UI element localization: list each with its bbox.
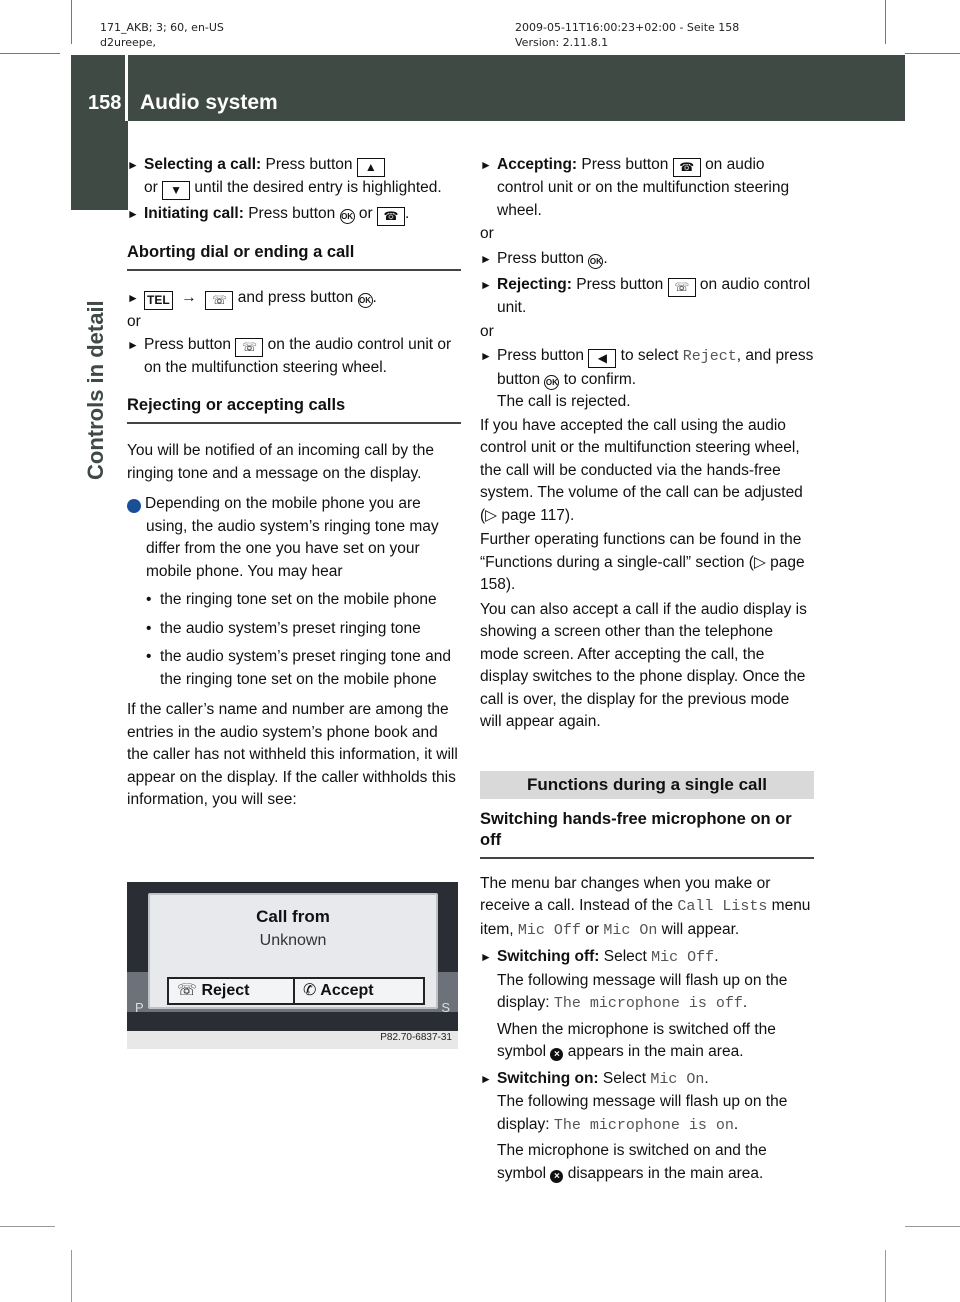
step-press-ok: ► Press button OK. bbox=[480, 248, 814, 271]
menu-paragraph: The menu bar changes when you make or receive a call. Instead of the Call Lists menu item, Mic Off or Mic On will appear. bbox=[480, 874, 811, 939]
step-abort-button: ► Press button ☏ on the audio control unit or on the multifunction steering wheel. bbox=[127, 335, 452, 376]
aborting-heading: Aborting dial or ending a call bbox=[127, 243, 355, 261]
end-call-key-icon: ☏ bbox=[235, 338, 263, 357]
heading-rule bbox=[127, 422, 461, 424]
off-symbol-text: When the microphone is switched off the symbol × appears in the main area. bbox=[497, 1020, 776, 1060]
also-paragraph: You can also accept a call if the audio display is showing a screen other than the telephone mode screen. After accepting the call, the display switches to the phone display. Once the call is over, the display for the previous mode will appear again. bbox=[480, 600, 807, 730]
caller-paragraph: If the caller’s name and number are among the entries in the audio system’s phone book and the caller has not withheld this information, it will appear on the display. If the caller withholds this information, you will see: bbox=[127, 701, 458, 808]
end-call-key-icon: ☏ bbox=[205, 291, 233, 310]
accepted-paragraph: If you have accepted the call using the audio control unit or the multifunction steering wheel, the call will be conducted via the hands-free system. The volume of the call can be adjusted (▷ page 117). bbox=[480, 416, 803, 524]
dialog-subtitle: Unknown bbox=[259, 932, 327, 949]
step-arrow-icon: ► bbox=[127, 337, 139, 352]
page-title: Audio system bbox=[140, 91, 278, 114]
tel-key-icon: TEL bbox=[144, 291, 173, 310]
on-symbol-text: The microphone is switched on and the symbol × disappears in the main area. bbox=[497, 1142, 767, 1182]
step-arrow-icon: ► bbox=[480, 158, 492, 172]
step-accepting: ► Accepting: Press button ☎ on audio control unit or on the multifunction steering wheel. bbox=[480, 156, 790, 219]
end-call-icon: ☏ bbox=[177, 982, 198, 999]
switching-heading: Switching hands-free microphone on or off bbox=[480, 809, 792, 849]
left-key-icon: ◀ bbox=[588, 349, 616, 368]
meta-left-line1: 171_AKB; 3; 60, en-US bbox=[100, 21, 224, 34]
bullet-item: • the audio system’s preset ringing tone and the ringing tone set on the mobile phone bbox=[146, 648, 451, 688]
or-text: or bbox=[480, 225, 494, 242]
mic-off-symbol-icon: × bbox=[550, 1048, 563, 1061]
crop-mark bbox=[71, 0, 72, 44]
info-icon: i bbox=[127, 499, 141, 513]
info-paragraph: i Depending on the mobile phone you are using, the audio system’s ringing tone may differ from the one you have set on your mobile phone. You may hear bbox=[122, 495, 439, 580]
section-switching bbox=[480, 809, 814, 859]
mic-off-symbol-icon: × bbox=[550, 1170, 563, 1183]
up-key-icon: ▲ bbox=[357, 158, 385, 177]
meta-left-line2: d2ureepe, bbox=[100, 36, 157, 49]
call-key-icon: ☎ bbox=[673, 158, 701, 177]
step-initiating: ► Initiating call: Press button OK or ☎ . bbox=[127, 203, 461, 226]
incoming-call-dialog bbox=[148, 893, 438, 1009]
or-text: or bbox=[480, 322, 494, 340]
crop-mark bbox=[0, 53, 60, 54]
step-arrow-icon: ► bbox=[480, 349, 492, 363]
dialog-button-bar bbox=[167, 977, 425, 1005]
step-selecting: ► Selecting a call: Press button ▲ or ▼ until the desired entry is highlighted. bbox=[127, 154, 461, 200]
step-arrow-icon: ► bbox=[480, 1071, 492, 1086]
crop-mark bbox=[905, 53, 960, 54]
down-key-icon: ▼ bbox=[162, 181, 190, 200]
side-tab bbox=[71, 121, 128, 210]
display-screenshot bbox=[127, 882, 458, 1049]
step-abort-tel: ► TEL → ☏ and press button OK. bbox=[127, 287, 461, 310]
call-key-icon: ☎ bbox=[377, 207, 405, 226]
crop-mark bbox=[885, 1250, 886, 1302]
bullet-item: • the audio system’s preset ringing tone bbox=[146, 619, 421, 637]
step-switch-off: ► Switching off: Select Mic Off. The following message will flash up on the display: The microphone is off. bbox=[480, 948, 788, 1012]
step-select-reject: ► Press button ◀ to select Reject, and press button OK to confirm. The call is rejected. bbox=[480, 347, 814, 410]
ok-button-icon: OK bbox=[588, 254, 603, 269]
accept-button[interactable]: ✆ Accept bbox=[303, 982, 374, 999]
side-label: Controls in detail bbox=[83, 300, 108, 480]
screenshot-left-char: P bbox=[135, 1000, 144, 1015]
step-rejecting: ► Rejecting: Press button ☏ on audio control unit. bbox=[480, 276, 811, 316]
step-arrow-icon: ► bbox=[127, 291, 139, 305]
step-arrow-icon: ► bbox=[480, 950, 492, 964]
ok-button-icon: OK bbox=[340, 209, 355, 224]
ok-button-icon: OK bbox=[358, 293, 373, 308]
end-call-key-icon: ☏ bbox=[668, 278, 696, 297]
heading-rule bbox=[480, 857, 814, 859]
crop-mark bbox=[905, 1226, 960, 1227]
step-arrow-icon: ► bbox=[127, 207, 139, 221]
reject-button[interactable]: ☏ Reject bbox=[177, 982, 250, 999]
ok-button-icon: OK bbox=[544, 375, 559, 390]
functions-heading: Functions during a single call bbox=[480, 771, 814, 799]
meta-right bbox=[515, 20, 739, 50]
step-switch-on: ► Switching on: Select Mic On. The following message will flash up on the display: The microphone is on. bbox=[480, 1069, 788, 1134]
or-text: or bbox=[127, 313, 141, 330]
screenshot-right-char: S bbox=[441, 1000, 450, 1015]
figure-code: P82.70-6837-31 bbox=[380, 1032, 452, 1043]
screenshot-caption bbox=[127, 1031, 458, 1049]
meta-left bbox=[100, 20, 224, 50]
notify-paragraph: You will be notified of an incoming call by the ringing tone and a message on the display. bbox=[127, 442, 435, 482]
heading-rule bbox=[127, 269, 461, 271]
button-separator bbox=[293, 979, 295, 1003]
step-arrow-icon: ► bbox=[127, 158, 139, 172]
crop-mark bbox=[885, 0, 886, 44]
further-paragraph: Further operating functions can be found in the “Functions during a single-call” section (▷ page 158). bbox=[480, 531, 805, 593]
phone-icon: ✆ bbox=[303, 982, 317, 999]
left-column bbox=[122, 154, 461, 812]
right-column bbox=[480, 154, 814, 1185]
rejecting-heading: Rejecting or accepting calls bbox=[127, 396, 346, 414]
dialog-title: Call from bbox=[256, 907, 330, 926]
step-arrow-icon: ► bbox=[480, 278, 492, 292]
meta-right-line1: 2009-05-11T16:00:23+02:00 - Seite 158 bbox=[515, 21, 740, 34]
section-rejecting bbox=[127, 395, 461, 424]
crop-mark bbox=[71, 1250, 72, 1302]
header-divider bbox=[125, 55, 128, 121]
meta-right-line2: Version: 2.11.8.1 bbox=[515, 36, 609, 49]
crop-mark bbox=[0, 1226, 55, 1227]
bullet-item: • the ringing tone set on the mobile phone bbox=[146, 591, 437, 608]
page-number: 158 bbox=[88, 92, 122, 114]
step-arrow-icon: ► bbox=[480, 251, 492, 266]
section-aborting bbox=[127, 242, 461, 271]
